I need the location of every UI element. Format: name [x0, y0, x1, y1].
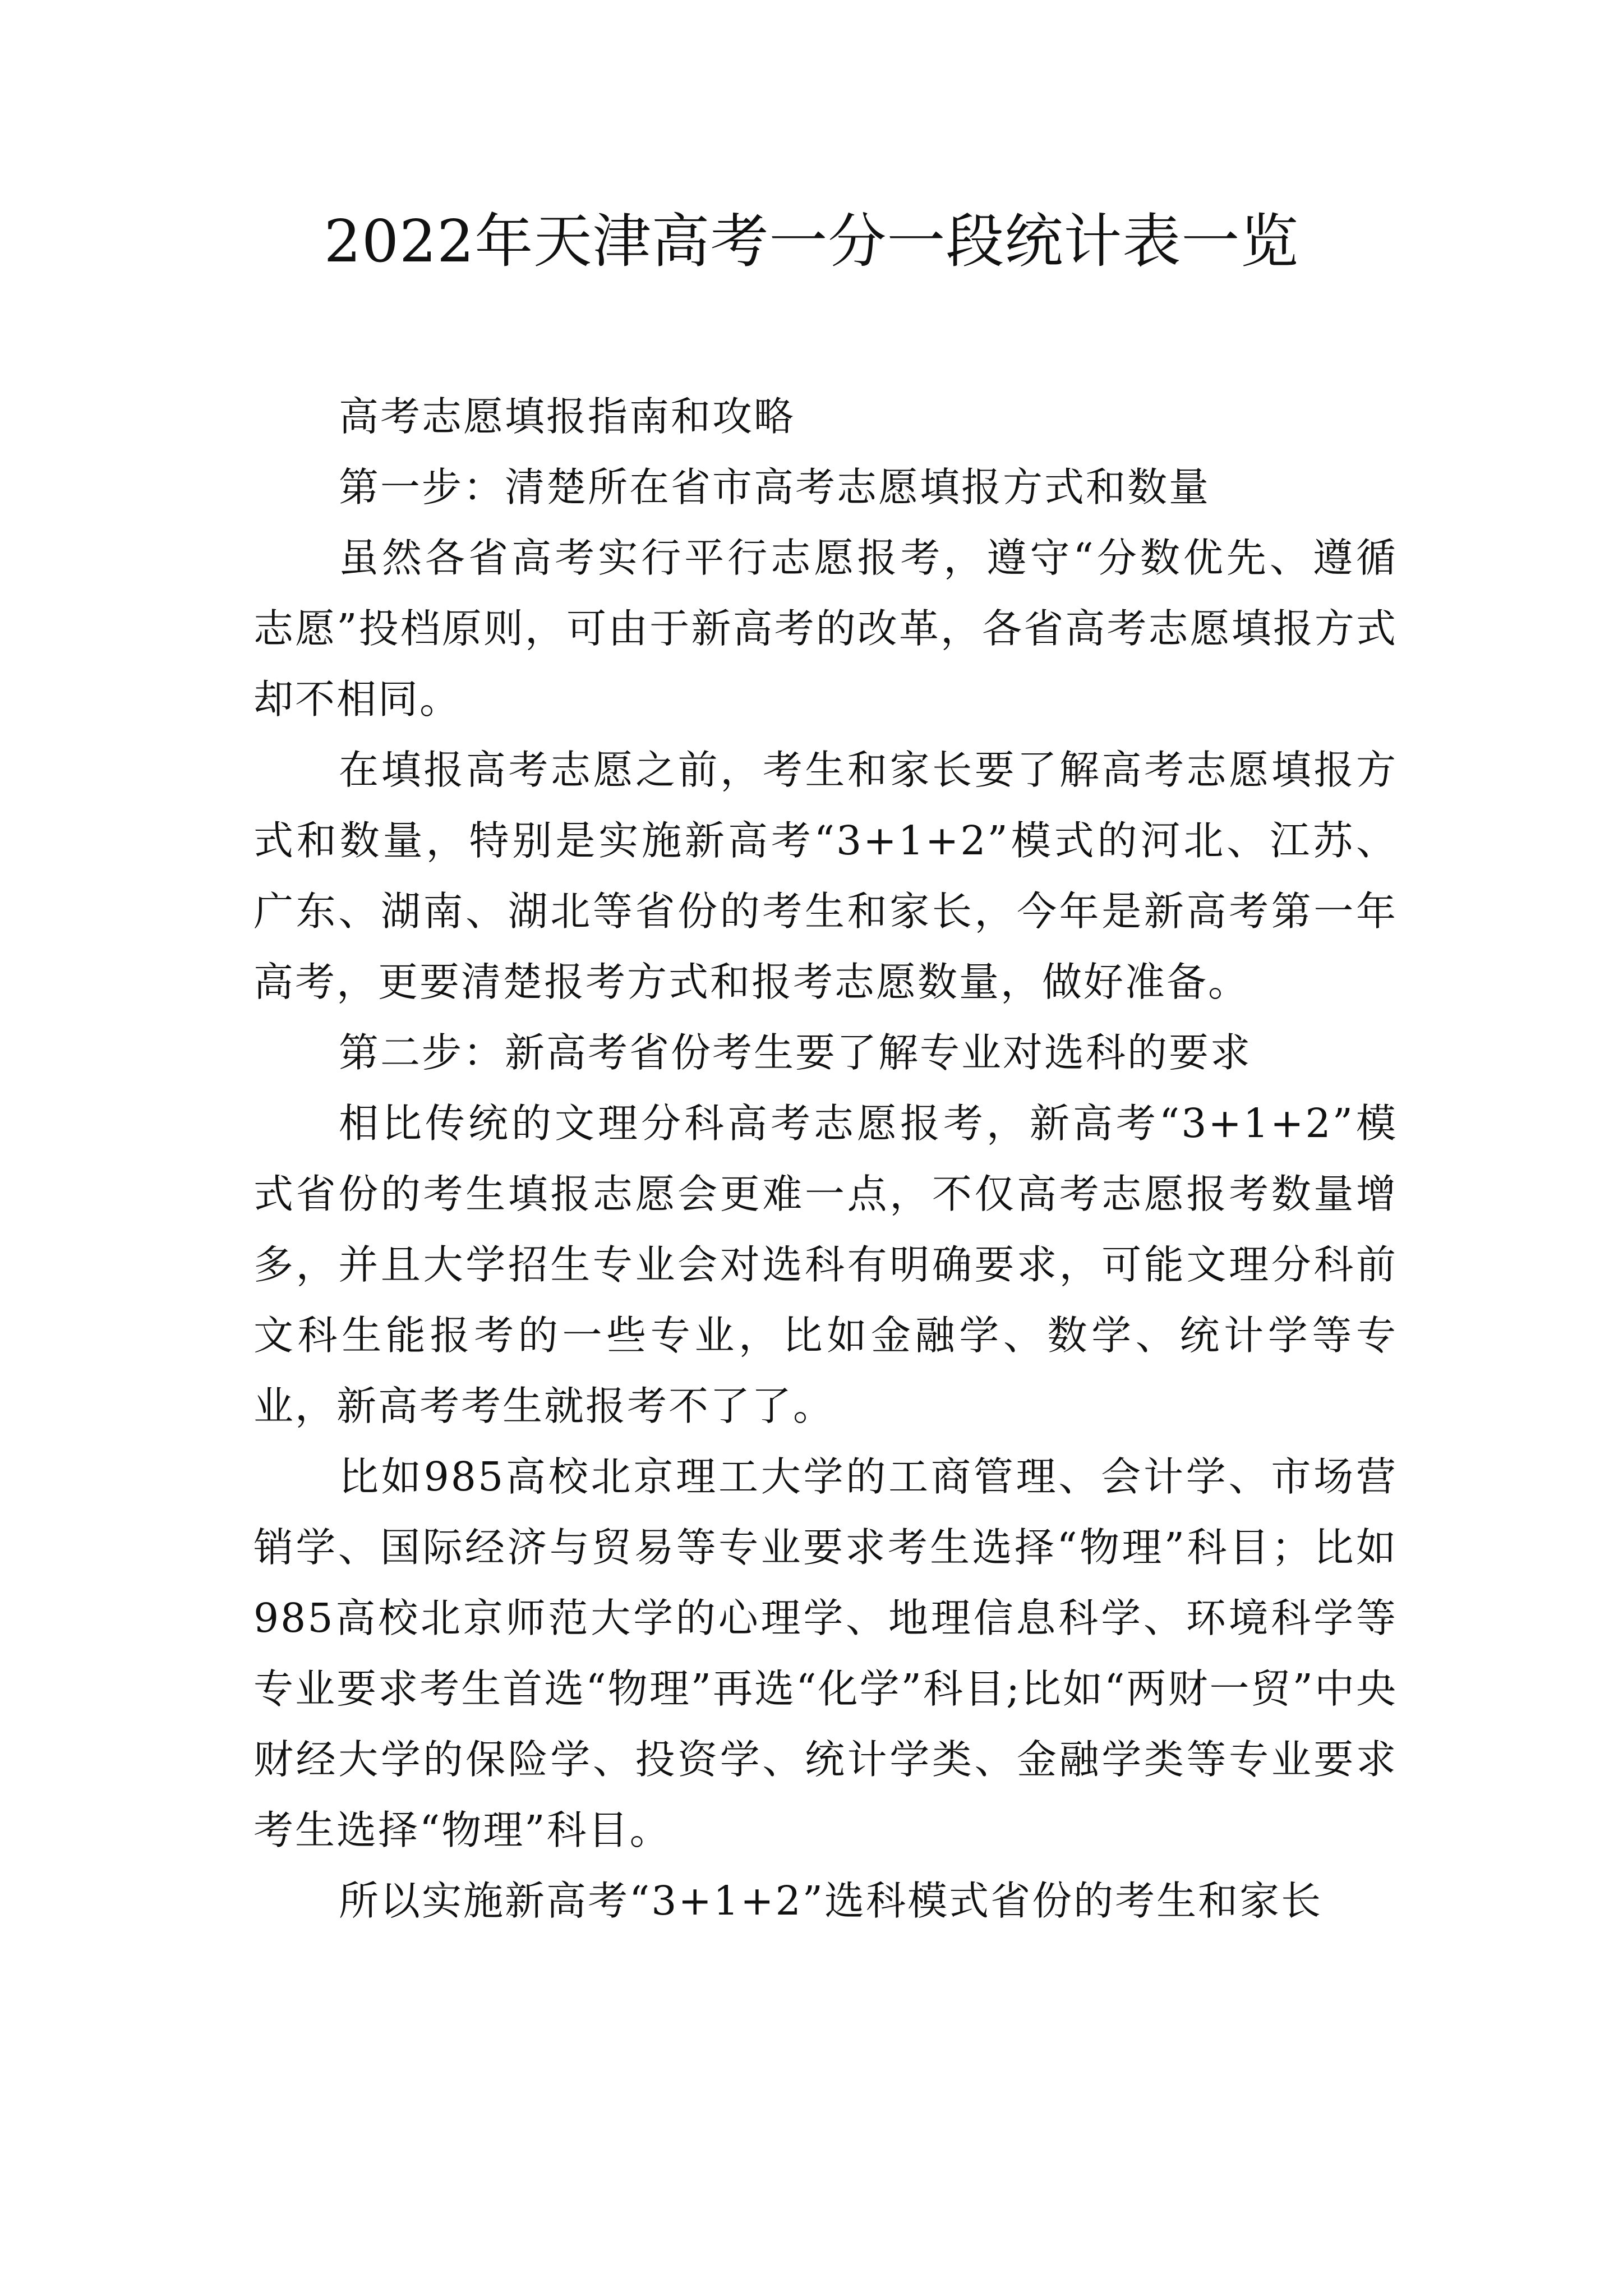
paragraph-step-two: 第二步：新高考省份考生要了解专业对选科的要求 [339, 1029, 1252, 1076]
paragraph-before-filling: 在填报高考志愿之前，考生和家长要了解高考志愿填报方式和数量，特别是实施新高考“3+1+2”模式的河北、江苏、广东、湖南、湖北等省份的考生和家长，今年是新高考第一年高考，更要清楚报考方式和报考志愿数量，做好准备。 [253, 747, 1398, 1005]
document-body [253, 381, 1398, 1936]
paragraph-step-one: 第一步：清楚所在省市高考志愿填报方式和数量 [339, 464, 1211, 510]
paragraph-parallel-volunteer: 虽然各省高考实行平行志愿报考，遵守“分数优先、遵循志愿”投档原则，可由于新高考的改革，各省高考志愿填报方式却不相同。 [253, 535, 1398, 723]
paragraph-examples: 比如985高校北京理工大学的工商管理、会计学、市场营销学、国际经济与贸易等专业要求考生选择“物理”科目；比如985高校北京师范大学的心理学、地理信息科学、环境科学等专业要求考生首选“物理”再选“化学”科目;比如“两财一贸”中央财经大学的保险学、投资学、统计学类、金融学类等专业要求考生选择“物理”科目。 [253, 1453, 1398, 1853]
paragraph-guide-heading: 高考志愿填报指南和攻略 [339, 393, 796, 440]
paragraph-compared-traditional: 相比传统的文理分科高考志愿报考，新高考“3+1+2”模式省份的考生填报志愿会更难一点，不仅高考志愿报考数量增多，并且大学招生专业会对选科有明确要求，可能文理分科前文科生能报考的一些专业，比如金融学、数学、统计学等专业，新高考考生就报考不了了。 [253, 1100, 1398, 1429]
document-title: 2022年天津高考一分一段统计表一览 [324, 207, 1299, 275]
paragraph-conclusion: 所以实施新高考“3+1+2”选科模式省份的考生和家长 [339, 1878, 1323, 1924]
